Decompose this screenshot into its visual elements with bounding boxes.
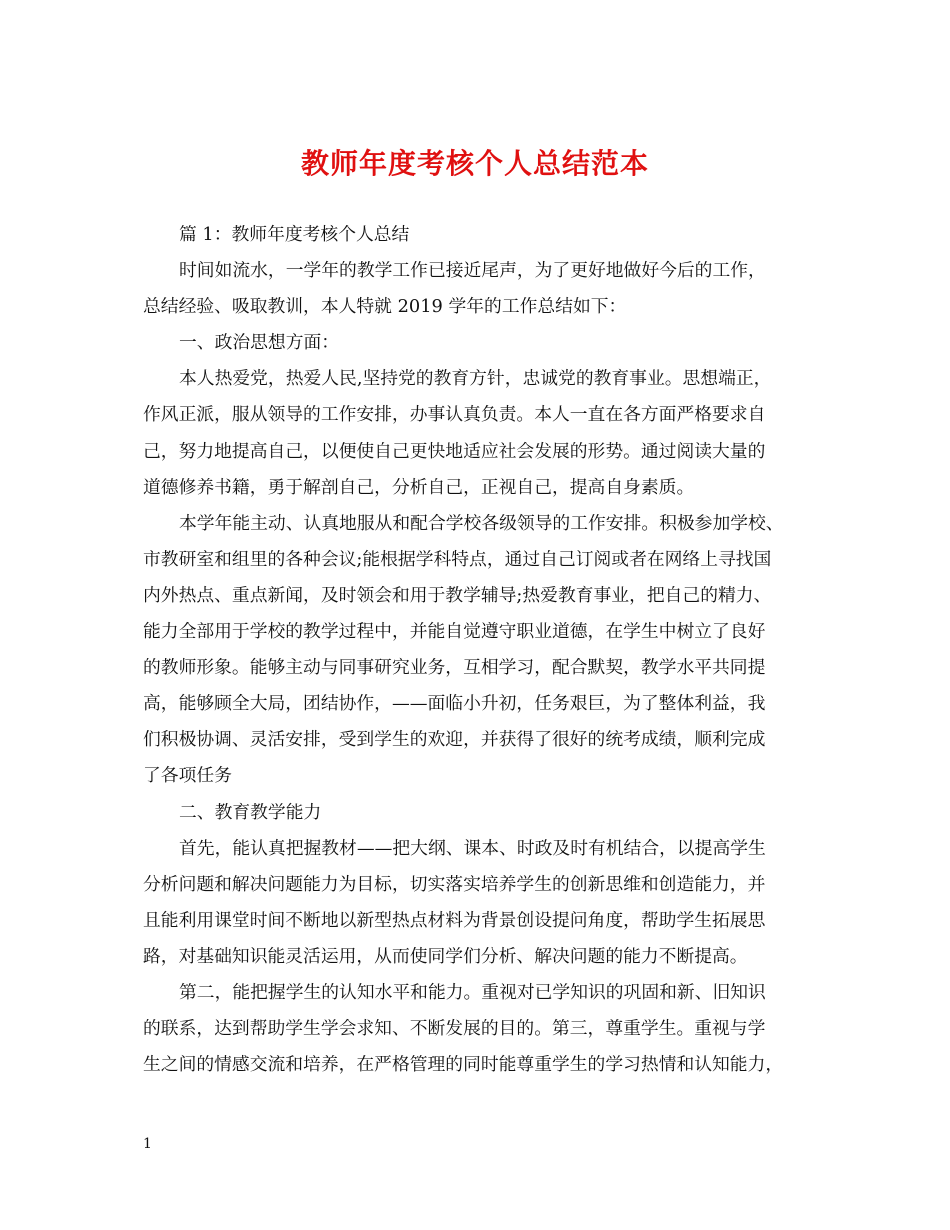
text-line: 本学年能主动、认真地服从和配合学校各级领导的工作安排。积极参加学校、 [179, 512, 784, 534]
text-line: 的教师形象。能够主动与同事研究业务，互相学习，配合默契，教学水平共同提 [143, 657, 766, 679]
text-line: 时间如流水，一学年的教学工作已接近尾声，为了更好地做好今后的工作， [179, 260, 766, 282]
text-line: 市教研室和组里的各种会议;能根据学科特点，通过自己订阅或者在网络上寻找国 [143, 548, 772, 570]
text-line: 篇 1：教师年度考核个人总结 [179, 224, 410, 245]
text-line: 总结经验、吸取教训，本人特就 2019 学年的工作总结如下： [143, 296, 627, 318]
text-line: 道德修养书籍，勇于解剖自己，分析自己，正视自己，提高自身素质。 [143, 476, 695, 498]
text-line: 内外热点、重点新闻，及时领会和用于教学辅导;热爱教育事业，把自己的精力、 [143, 584, 772, 606]
text-line: 路，对基础知识能灵活运用，从而使同学们分析、解决问题的能力不断提高。 [143, 945, 748, 967]
text-line: 高，能够顾全大局，团结协作，——面临小升初，任务艰巨，为了整体利益，我 [143, 693, 766, 715]
text-line: 二、教育教学能力 [179, 801, 322, 823]
document-body [143, 217, 815, 1083]
page-number: 1 [143, 1136, 152, 1152]
text-line: 第二，能把握学生的认知水平和能力。重视对已学知识的巩固和新、旧知识 [179, 981, 766, 1003]
text-line: 的联系，达到帮助学生学会求知、不断发展的目的。第三，尊重学生。重视与学 [143, 1018, 766, 1040]
text-line: 一、政治思想方面： [179, 332, 340, 354]
text-line: 分析问题和解决问题能力为目标，切实落实培养学生的创新思维和创造能力，并 [143, 873, 766, 895]
text-line: 且能利用课堂时间不断地以新型热点材料为背景创设提问角度，帮助学生拓展思 [143, 909, 766, 931]
text-line: 本人热爱党，热爱人民,坚持党的教育方针，忠诚党的教育事业。思想端正， [179, 368, 772, 390]
text-line: 们积极协调、灵活安排，受到学生的欢迎，并获得了很好的统考成绩，顺利完成 [143, 729, 766, 751]
text-line: 首先，能认真把握教材——把大纲、课本、时政及时有机结合，以提高学生 [179, 837, 766, 859]
text-line: 生之间的情感交流和培养，在严格管理的同时能尊重学生的学习热情和认知能力， [143, 1054, 784, 1076]
text-line: 了各项任务 [143, 765, 232, 787]
text-line: 己，努力地提高自己，以便使自己更快地适应社会发展的形势。通过阅读大量的 [143, 440, 766, 462]
text-line: 作风正派，服从领导的工作安排，办事认真负责。本人一直在各方面严格要求自 [143, 404, 766, 426]
text-line: 能力全部用于学校的教学过程中，并能自觉遵守职业道德，在学生中树立了良好 [143, 621, 766, 643]
document-title: 教师年度考核个人总结范本 [300, 147, 649, 180]
